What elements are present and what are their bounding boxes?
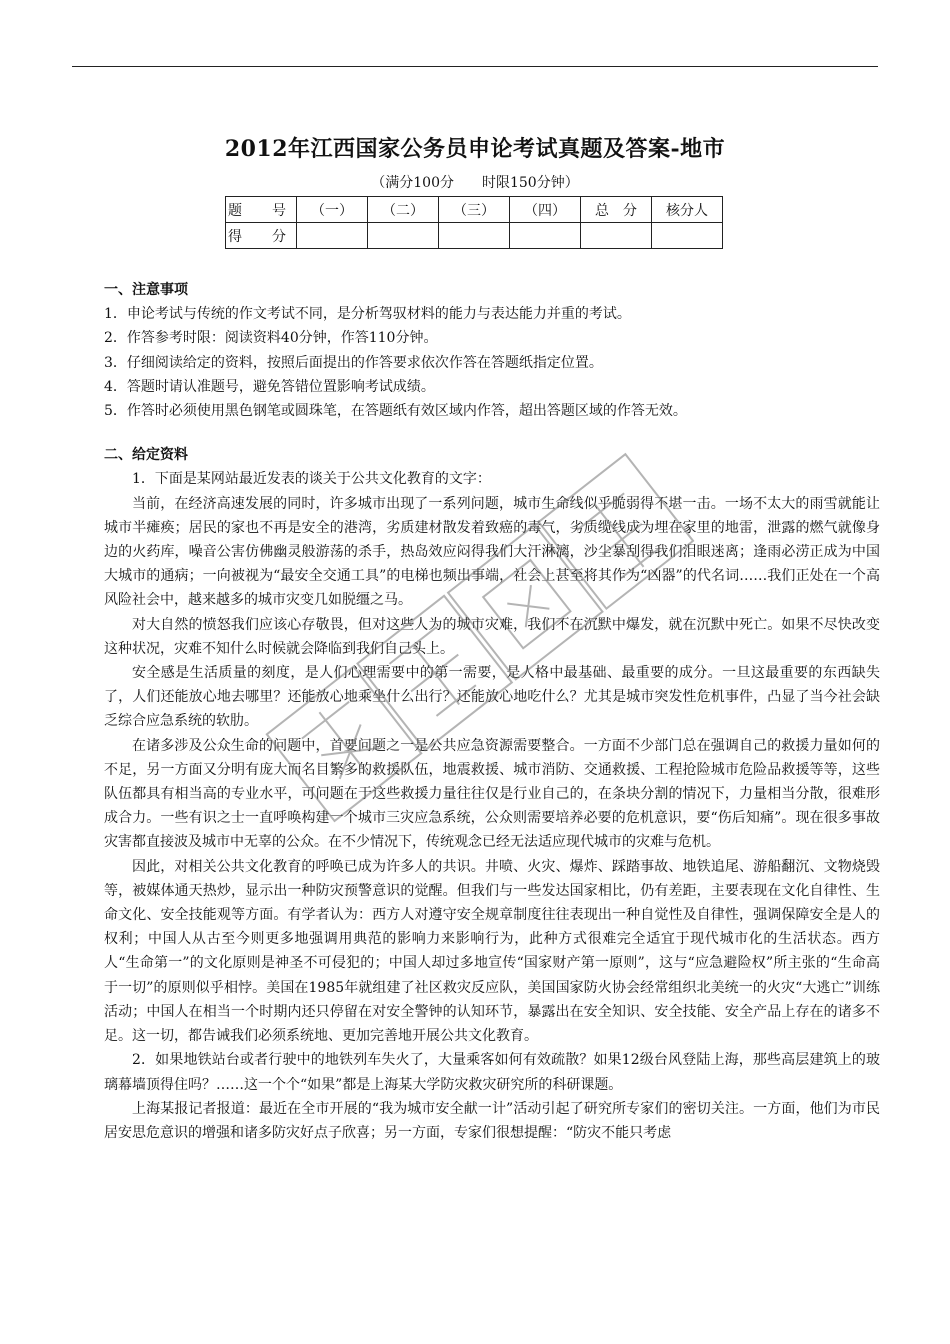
score-cell — [510, 223, 581, 249]
section-heading-notes: 一、注意事项 — [104, 282, 188, 298]
material-paragraph: 2．如果地铁站台或者行驶中的地铁列车失火了，大量乘客如何有效疏散？如果12级台风登陆上海，那些高层建筑上的玻璃幕墙顶得住吗？……这一个个“如果”都是上海某大学防灾救灾研究所的科研课题。 — [104, 1052, 880, 1093]
score-header-cell: 题 号 — [226, 197, 297, 223]
section-gap — [104, 423, 880, 443]
page-title: 2012年江西国家公务员申论考试真题及答案-地市 — [224, 136, 726, 162]
note-item: 5．作答时必须使用黑色钢笔或圆珠笔，在答题纸有效区域内作答，超出答题区域的作答无效。 — [104, 403, 687, 420]
top-rule — [72, 66, 878, 67]
note-item: 1．申论考试与传统的作文考试不同，是分析驾驭材料的能力与表达能力并重的考试。 — [104, 306, 631, 323]
score-cell — [368, 223, 439, 249]
section-heading-materials: 二、给定资料 — [104, 447, 188, 464]
note-item: 3．仔细阅读给定的资料，按照后面提出的作答要求依次作答在答题纸指定位置。 — [104, 354, 603, 371]
document-body — [104, 278, 880, 1145]
score-table — [225, 196, 723, 249]
material-paragraph: 1．下面是某网站最近发表的谈关于公共文化教育的文字： — [132, 471, 491, 488]
score-row-label: 得 分 — [226, 223, 297, 249]
material-paragraph: 当前，在经济高速发展的同时，许多城市出现了一系列问题，城市生命线似乎脆弱得不堪一击。一场不太大的雨雪就能让城市半瘫痪；居民的家也不再是安全的港湾，劣质建材散发着致癌的毒气，劣质缆线成为埋在家里的地雷，泄露的燃气就像身边的火药库，噪音公害仿佛幽灵般游荡的杀手，热岛效应闷得我们大汗淋漓，沙尘暴刮得我们泪眼迷离；逢雨必涝正成为中国大城市的通病；一向被视为“最安全交通工具”的电梯也频出事端，社会上甚至将其作为“凶器”的代名词……我们正处在一个高风险社会中，越来越多的城市灾变几如脱缰之马。 — [104, 495, 880, 609]
note-item: 4．答题时请认准题号，避免答错位置影响考试成绩。 — [104, 378, 435, 395]
material-paragraph: 因此，对相关公共文化教育的呼唤已成为许多人的共识。井喷、火灾、爆炸、踩踏事故、地铁追尾、游船翻沉、文物烧毁等，被媒体通天热炒，显示出一种防灾预警意识的觉醒。但我们与一些发达国家相比，仍有差距，主要表现在文化自律性、生命文化、安全技能观等方面。有学者认为：西方人对遵守安全规章制度往往表现出一种自觉性及自律性，强调保障安全是人的权利；中国人从古至今则更多地强调用典范的影响力来影响行为，此种方式很难完全适宜于现代城市化的生活状态。西方人“生命第一”的文化原则是神圣不可侵犯的；中国人却过多地宣传“国家财产第一原则”，这与“应急避险权”所主张的“生命高于一切”的原则似乎相悖。美国在1985年就组建了社区救灾反应队，美国国家防火协会经常组织北美统一的火灾“大逃亡”训练活动；中国人在相当一个时期内还只停留在对安全警钟的认知环节，暴露出在安全知识、安全技能、安全产品上存在的诸多不足。这一切，都告诫我们必须系统地、更加完善地开展公共文化教育。 — [104, 858, 880, 1045]
score-header-cell: 总 分 — [581, 197, 652, 223]
score-header-cell: （一） — [297, 197, 368, 223]
score-header-cell: 核分人 — [652, 197, 723, 223]
page-subtitle: （满分100分 时限150分钟） — [371, 175, 579, 191]
score-cell — [652, 223, 723, 249]
score-cell — [297, 223, 368, 249]
score-header-cell: （四） — [510, 197, 581, 223]
material-paragraph: 安全感是生活质量的刻度，是人们心理需要中的第一需要，是人格中最基础、最重要的成分。一旦这最重要的东西缺失了，人们还能放心地去哪里？还能放心地乘坐什么出行？还能放心地吃什么？尤其是城市突发性危机事件，凸显了当今社会缺乏综合应急系统的软肋。 — [104, 665, 880, 730]
material-paragraph: 上海某报记者报道：最近在全市开展的“我为城市安全献一计”活动引起了研究所专家们的密切关注。一方面，他们为市民居安思危意识的增强和诸多防灾好点子欣喜；另一方面，专家们很想提醒：“防灾不能只考虑 — [104, 1100, 880, 1141]
score-cell — [581, 223, 652, 249]
material-paragraph: 在诸多涉及公众生命的问题中，首要问题之一是公共应急资源需要整合。一方面不少部门总在强调自己的救援力量如何的不足，另一方面又分明有庞大而名目繁多的救援队伍，地震救援、城市消防、交通救援、工程抢险城市危险品救援等等，这些队伍都具有相当高的专业水平，可问题在于这些救援力量往往仅是行业自己的，在条块分割的情况下，力量相当分散，很难形成合力。一些有识之士一直呼唤构建一个城市三灾应急系统，公众则需要培养必要的危机意识，要“伤后知痛”。现在很多事故灾害都直接波及城市中无辜的公众。在不少情况下，传统观念已经无法适应现代城市的灾难与危机。 — [104, 737, 880, 851]
score-table-header-row — [226, 197, 723, 223]
score-table-score-row — [226, 223, 723, 249]
note-item: 2．作答参考时限：阅读资料40分钟，作答110分钟。 — [104, 330, 438, 347]
material-paragraph: 对大自然的愤怒我们应该心存敬畏，但对这些人为的城市灾难，我们不在沉默中爆发，就在沉默中死亡。如果不尽快改变这种状况，灾难不知什么时候就会降临到我们自己头上。 — [104, 616, 880, 657]
score-header-cell: （三） — [439, 197, 510, 223]
score-cell — [439, 223, 510, 249]
score-header-cell: （二） — [368, 197, 439, 223]
